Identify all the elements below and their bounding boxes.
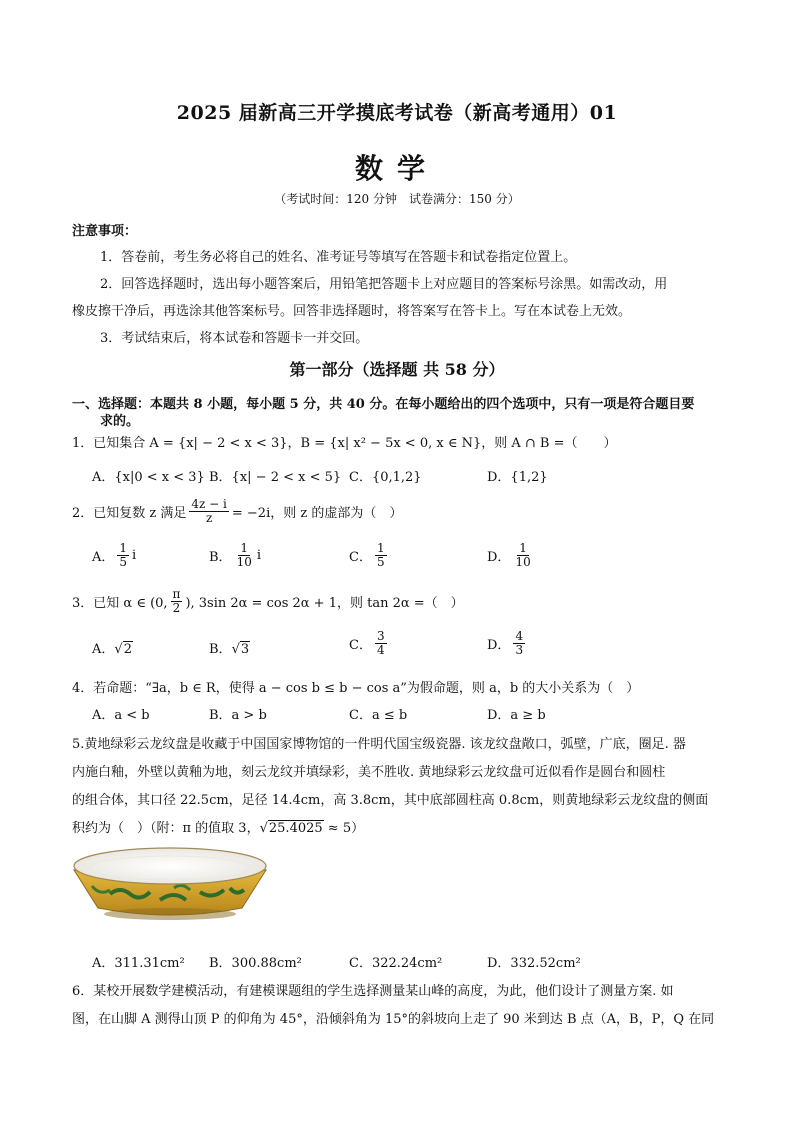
q5-line-4: 积约为（ ）（附：π 的值取 3，√25.4025 ≈ 5） [72, 821, 365, 836]
q3-stem-post: ), 3sin 2α = cos 2α + 1，则 tan 2α =（ ） [185, 595, 464, 611]
q5-line-4-sqrt: 25.4025 [268, 821, 323, 836]
q1-option-a: A．{x|0 < x < 3} [92, 470, 205, 485]
q5-option-b: B．300.88cm² [209, 956, 302, 971]
q3-option-c [349, 630, 390, 656]
q2-c-num: 1 [376, 541, 385, 555]
q2-fraction [189, 498, 228, 524]
q2-d-num: 1 [519, 541, 527, 555]
q4-option-c: C．a ≤ b [349, 708, 408, 723]
q5-line-4-pre: 积约为（ ）（附：π 的值取 3， [72, 821, 260, 836]
q2-a-label: A． [92, 549, 115, 565]
q2-frac-num: 4z − i [191, 497, 227, 511]
notice-item-3: 3．考试结束后，将本试卷和答题卡一并交回。 [100, 331, 369, 346]
q2-stem [72, 498, 402, 524]
q6-line-2: 图，在山脚 A 测得山顶 P 的仰角为 45°，沿倾斜角为 15°的斜坡向上走了 90 米到达 B 点（A，B，P，Q 在同 [72, 1012, 715, 1027]
q5-line-1: 5.黄地绿彩云龙纹盘是收藏于中国国家博物馆的一件明代国宝级瓷器. 该龙纹盘敞口，弧壁，广底，圈足. 器 [72, 737, 686, 752]
q5-line-2: 内施白釉，外壁以黄釉为地，刻云龙纹并填绿彩，美不胜收. 黄地绿彩云龙纹盘可近似看作是圆台和圆柱 [72, 765, 666, 780]
q3-frac-den: 2 [172, 600, 181, 615]
q3-c-den: 4 [376, 642, 385, 657]
porcelain-plate-image [70, 842, 270, 924]
q3-fraction [171, 588, 183, 614]
q3-d-den: 3 [515, 642, 524, 657]
q2-a-num: 1 [119, 541, 128, 555]
q3-a-val: 2 [123, 642, 132, 657]
q2-a-suffix: i [132, 547, 137, 563]
q5-option-a: A．311.31cm² [92, 956, 185, 971]
q3-option-b: B．√3 [209, 642, 250, 657]
q2-d-label: D． [487, 549, 511, 565]
q2-b-num: 1 [240, 541, 249, 555]
q2-stem-post: = −2i，则 z 的虚部为（ ） [231, 505, 403, 521]
subject-title: 数学 [354, 152, 439, 185]
notice-item-2b: 橡皮擦干净后，再选涂其他答案标号。回答非选择题时，将答案写在答卡上。写在本试卷上无效。 [72, 304, 632, 319]
q1-option-b: B．{x| − 2 < x < 5} [209, 470, 342, 485]
q1-option-c: C．{0,1,2} [349, 470, 422, 485]
q2-frac-den: z [205, 510, 213, 525]
q2-option-a [92, 542, 136, 568]
q2-c-den: 5 [376, 554, 385, 569]
q4-stem: 4．若命题：“∃a，b ∈ R，使得 a − cos b ≤ b − cos a”为假命题，则 a，b 的大小关系为（ ） [72, 681, 640, 696]
notice-item-1: 1．答卷前，考生务必将自己的姓名、准考证号等填写在答题卡和试卷指定位置上。 [100, 250, 577, 265]
exam-info: （考试时间：120 分钟 试卷满分：150 分） [274, 192, 520, 206]
q1-option-d: D．{1,2} [487, 470, 548, 485]
q3-a-label: A． [92, 642, 115, 657]
q4-option-b: B．a > b [209, 708, 267, 723]
q2-b-den: 10 [236, 554, 252, 569]
q2-option-b [209, 542, 261, 568]
q5-option-c: C．322.24cm² [349, 956, 443, 971]
q3-d-num: 4 [515, 629, 524, 643]
q2-b-suffix: i [256, 547, 262, 563]
q6-line-1: 6．某校开展数学建模活动，有建模课题组的学生选择测量某山峰的高度，为此，他们设计了测量方案. 如 [72, 984, 674, 999]
q4-option-a: A．a < b [92, 708, 150, 723]
section-intro-1: 一、选择题：本题共 8 小题，每小题 5 分，共 40 分。在每小题给出的四个选项中，只有一项是符合题目要 [72, 397, 695, 412]
q3-d-label: D． [487, 637, 511, 653]
q2-c-label: C． [349, 549, 372, 565]
q3-frac-num: π [172, 587, 181, 601]
q2-b-label: B． [209, 549, 232, 565]
q3-stem [72, 588, 464, 614]
q3-c-num: 3 [376, 629, 385, 643]
q3-stem-pre: 3．已知 α ∈ (0, [72, 595, 168, 611]
q1-stem: 1．已知集合 A = {x| − 2 < x < 3}，B = {x| x² − 5x < 0, x ∈ N}，则 A ∩ B =（ ） [72, 436, 617, 451]
q2-stem-pre: 2．已知复数 z 满足 [72, 505, 187, 521]
q3-option-a: A．√2 [92, 642, 132, 657]
q3-b-label: B． [209, 642, 232, 657]
notice-heading: 注意事项： [72, 224, 138, 239]
q2-d-den: 10 [515, 554, 531, 569]
exam-title: 2025 届新高三开学摸底考试卷（新高考通用）01 [176, 102, 618, 124]
q5-option-d: D．332.52cm² [487, 956, 581, 971]
q5-line-4-post: ≈ 5） [327, 821, 365, 836]
q2-option-c [349, 542, 390, 568]
q5-line-3: 的组合体，其口径 22.5cm，足径 14.4cm，高 3.8cm，其中底部圆柱高 0.8cm，则黄地绿彩云龙纹盘的侧面 [72, 793, 709, 808]
q3-b-val: 3 [240, 642, 250, 657]
section-intro-2: 求的。 [100, 414, 140, 429]
q3-option-d [487, 630, 528, 656]
q2-option-d [487, 542, 536, 568]
section-title: 第一部分（选择题 共 58 分） [289, 360, 505, 379]
notice-item-2a: 2．回答选择题时，选出每小题答案后，用铅笔把答题卡上对应题目的答案标号涂黑。如需改动，用 [100, 277, 668, 292]
q4-option-d: D．a ≥ b [487, 708, 546, 723]
q2-a-den: 5 [119, 554, 128, 569]
q3-c-label: C． [349, 637, 372, 653]
